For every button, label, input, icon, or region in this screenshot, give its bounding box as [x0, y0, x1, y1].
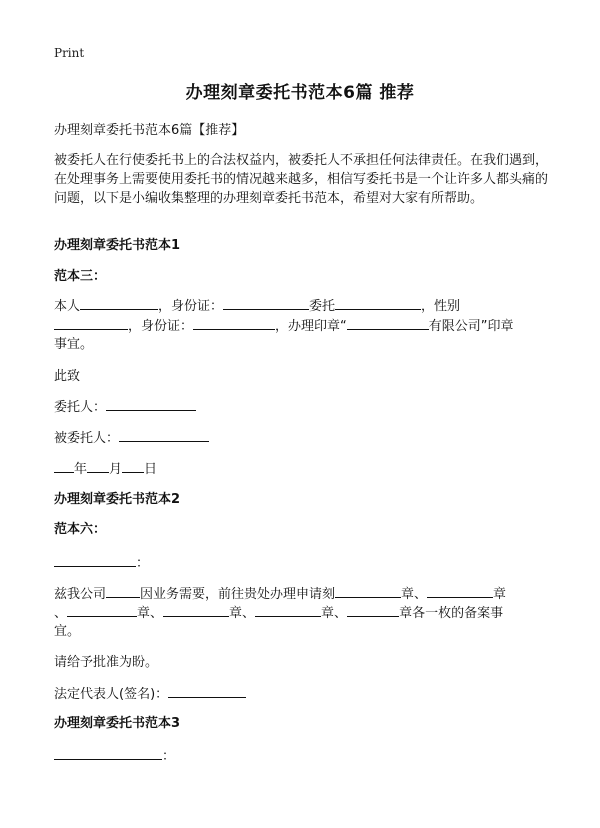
- form-label: ，身份证：: [158, 299, 224, 314]
- blank-field: [54, 316, 128, 330]
- blank-field: [106, 397, 196, 411]
- form-label: 法定代表人(签名)：: [54, 687, 169, 702]
- section1-form-line2: [54, 316, 550, 336]
- principal-signature-line: [54, 397, 550, 417]
- section2-body-line2: [54, 603, 550, 623]
- blank-field: [223, 296, 309, 310]
- blank-field: [168, 684, 246, 698]
- form-label: 、: [54, 606, 68, 621]
- date-month-label: 月: [109, 462, 123, 477]
- blank-field: [427, 584, 493, 598]
- form-label: 章: [493, 587, 507, 602]
- request-line: 请给予批准为盼。: [54, 655, 159, 670]
- form-label: 章、: [401, 587, 428, 602]
- section-sub-2: 范本六：: [54, 522, 107, 537]
- page-title: 办理刻章委托书范本6篇 推荐: [185, 83, 415, 103]
- form-label: 章、: [321, 606, 348, 621]
- section-heading-1: 办理刻章委托书范本1: [54, 238, 181, 253]
- form-label: ，身份证：: [128, 319, 194, 334]
- section-heading-2: 办理刻章委托书范本2: [54, 492, 181, 507]
- blank-field: [54, 553, 136, 567]
- blank-field: [80, 296, 158, 310]
- section1-form-line3: 事宜。: [54, 337, 94, 352]
- date-day-label: 日: [144, 462, 158, 477]
- form-label: 因业务需要，前往贵处办理申请刻: [140, 587, 336, 602]
- form-label: ：: [162, 749, 176, 764]
- blank-field: [54, 746, 162, 760]
- section2-addressee-line: [54, 553, 550, 573]
- form-label: 被委托人：: [54, 431, 120, 446]
- form-label: 委托人：: [54, 400, 107, 415]
- subtitle: 办理刻章委托书范本6篇【推荐】: [54, 123, 245, 138]
- section1-form-line1: [54, 296, 550, 316]
- form-label: 章、: [229, 606, 256, 621]
- intro-paragraph: 被委托人在行使委托书上的合法权益内，被委托人不承担任何法律责任。在我们遇到，在处理事务上需要使用委托书的情况越来越多，相信写委托书是一个让许多人都头痛的问题，以下是小编收集整理的办理刻章委托书范本，希望对大家有所帮助。: [54, 153, 549, 206]
- blank-field: [54, 459, 74, 473]
- legal-rep-signature-line: [54, 684, 550, 704]
- form-label: ：: [136, 556, 150, 571]
- blank-field: [163, 603, 229, 617]
- section2-body-line3: 宜。: [54, 624, 81, 639]
- form-label: 兹我公司: [54, 587, 107, 602]
- blank-field: [193, 316, 275, 330]
- blank-field: [106, 584, 140, 598]
- form-label: ，办理印章“: [275, 319, 347, 334]
- date-line: [54, 459, 550, 479]
- ci-zhi: 此致: [54, 369, 81, 384]
- blank-field: [335, 584, 401, 598]
- blank-field: [67, 603, 137, 617]
- blank-field: [335, 296, 421, 310]
- form-label: 章、: [137, 606, 164, 621]
- section-sub-1: 范本三：: [54, 269, 107, 284]
- blank-field: [119, 428, 209, 442]
- form-label: 有限公司”印章: [428, 319, 514, 334]
- form-label: 章各一枚的备案事: [399, 606, 504, 621]
- section3-addressee-line: [54, 746, 550, 766]
- agent-signature-line: [54, 428, 550, 448]
- date-year-label: 年: [74, 462, 88, 477]
- blank-field: [122, 459, 144, 473]
- form-label: 本人: [54, 299, 81, 314]
- blank-field: [255, 603, 321, 617]
- section-heading-3: 办理刻章委托书范本3: [54, 716, 181, 731]
- blank-field: [347, 316, 429, 330]
- section2-body-line1: [54, 584, 550, 604]
- blank-field: [87, 459, 109, 473]
- form-label: 委托: [309, 299, 336, 314]
- form-label: ，性别: [421, 299, 461, 314]
- print-link[interactable]: Print: [54, 46, 85, 60]
- blank-field: [347, 603, 399, 617]
